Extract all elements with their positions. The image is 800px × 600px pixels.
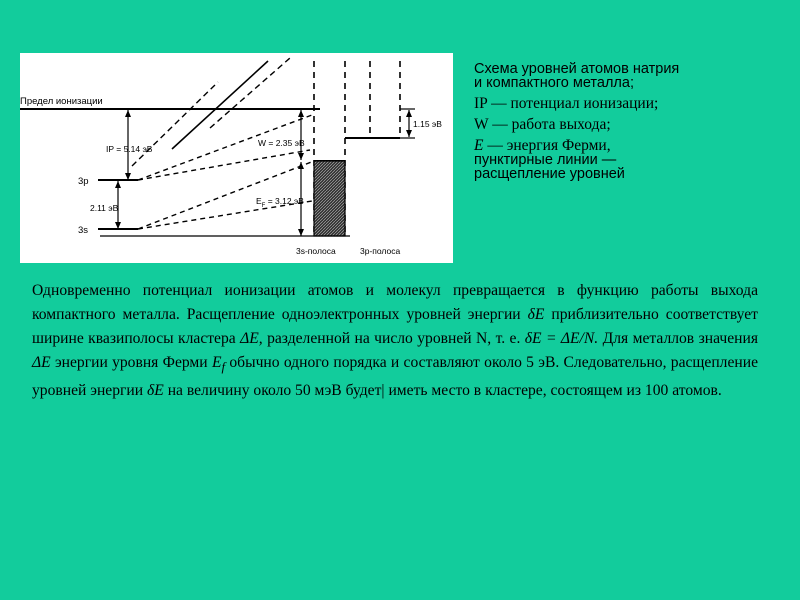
band-3s-filled bbox=[314, 161, 345, 236]
body-paragraph: Одновременно потенциал ионизации атомов и молекул превращается в функцию работы выхода компактного металла. Расщепление одноэлектронных уровней энергии δE приблизительно соответствует ширине квазиполосы кластера ΔE, разделенной на число уровней N, т. е. δE = ΔE/N. Для металлов значения ΔE энергии уровня Ферми $E_f$ обычно одного порядка и составляют около 5 эВ. Следовательно, расщепление уровней энергии δE на величину около 50 мэВ будет| иметь место в кластере, состоящем из 100 атомов. bbox=[32, 282, 759, 400]
w-label: W = 2.35 эВ bbox=[258, 138, 305, 148]
legend-e: E — энергия Ферми, пунктирные линии — расщепление уровней bbox=[474, 137, 625, 182]
level-3p-label: 3p bbox=[78, 176, 89, 187]
ionization-limit-label: Предел ионизации bbox=[20, 96, 103, 107]
band-3p-label: 3p-полоса bbox=[360, 246, 401, 256]
ip-label: IP = 5.14 эВ bbox=[106, 144, 153, 154]
gap-label: 2.11 эВ bbox=[90, 203, 119, 213]
legend-ip: IP — потенциал ионизации; bbox=[474, 95, 659, 112]
level-3s-label: 3s bbox=[78, 225, 89, 236]
legend-w: W — работа выхода; bbox=[474, 116, 611, 133]
ef-label: $E_F = 3.12$ эВ bbox=[256, 196, 304, 209]
legend-title: Схема уровней атомов натрия и компактного металла; bbox=[474, 61, 680, 91]
gap-right-label: 1.15 эВ bbox=[413, 119, 442, 129]
energy-level-diagram bbox=[20, 53, 453, 263]
band-3s-label: 3s-полоса bbox=[296, 246, 336, 256]
figure-legend bbox=[474, 62, 784, 188]
